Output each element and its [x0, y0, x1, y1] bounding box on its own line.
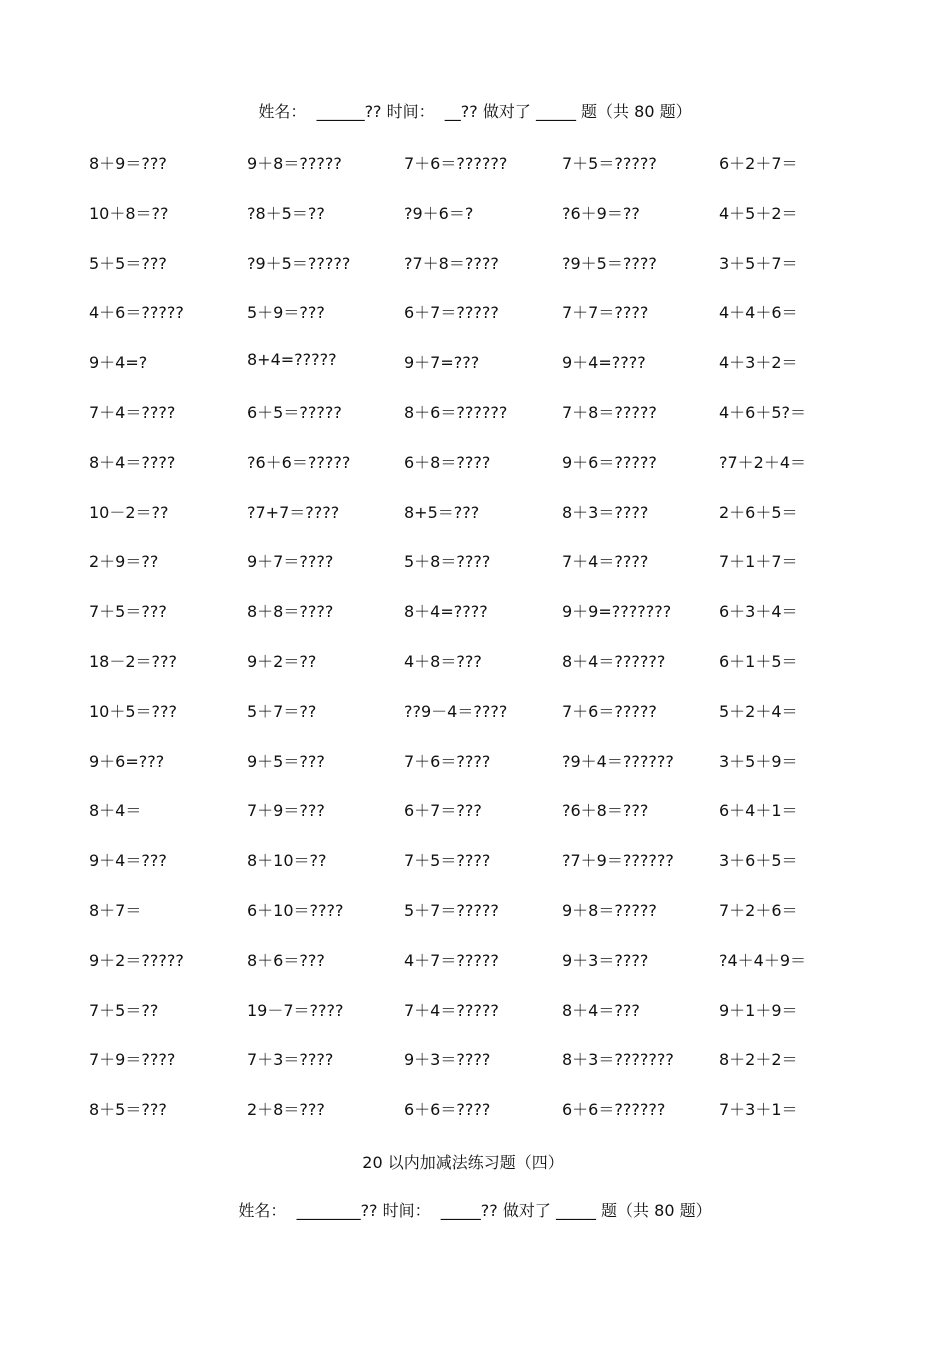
problem-item: 6＋5＝?????	[247, 403, 342, 422]
problem-item: 5＋2＋4＝	[719, 702, 798, 721]
problem-item: 6＋8＝????	[404, 453, 491, 472]
problem-item: ?7+7＝????	[247, 503, 340, 522]
problem-item: 7＋6＝?????	[562, 702, 657, 721]
problem-item: ?9＋6＝?	[404, 204, 474, 223]
worksheet-header-bottom: 姓名： ________?? 时间： _____?? 做对了 _____ 题（共 80 题）	[238, 1201, 712, 1220]
problem-item: 3＋5＋7＝	[719, 254, 798, 273]
problem-item: 4＋8＝???	[404, 652, 482, 671]
problem-item: 9＋6＝?????	[562, 453, 657, 472]
problem-item: 7＋7＝????	[562, 303, 649, 322]
problem-item: 8＋4＝	[89, 801, 142, 820]
problem-item: 8＋8＝????	[247, 602, 334, 621]
problem-item: 2＋8＝???	[247, 1100, 325, 1119]
problem-item: ?9＋4＝??????	[562, 752, 674, 771]
problem-item: 9＋7＝????	[247, 552, 334, 571]
problem-item: 4＋7＝?????	[404, 951, 499, 970]
problem-item: 4＋4＋6＝	[719, 303, 798, 322]
problem-item: 7＋6＝????	[404, 752, 491, 771]
problem-item: ?6＋9＝??	[562, 204, 640, 223]
problem-item: 8＋10＝??	[247, 851, 327, 870]
problem-item: 4＋6＋5?＝	[719, 403, 807, 422]
problem-item: 8＋7＝	[89, 901, 142, 920]
problem-item: 8+4=?????	[247, 350, 337, 369]
problem-item: 7＋1＋7＝	[719, 552, 798, 571]
problem-item: ?9＋5＝?????	[247, 254, 351, 273]
problem-item: 4＋5＋2＝	[719, 204, 798, 223]
problem-item: 7＋5＝????	[404, 851, 491, 870]
problem-item: 3＋6＋5＝	[719, 851, 798, 870]
problem-item: 9＋5＝???	[247, 752, 325, 771]
problem-item: 8＋4＝????	[89, 453, 176, 472]
problem-item: 10－2＝??	[89, 503, 169, 522]
problem-item: 9＋6=???	[89, 752, 165, 771]
problem-item: 9＋7=???	[404, 353, 480, 372]
problem-item: ?8＋5＝??	[247, 204, 325, 223]
problem-item: 7＋4＝?????	[404, 1001, 499, 1020]
problem-item: 7＋5＝???	[89, 602, 167, 621]
problem-item: 18－2＝???	[89, 652, 178, 671]
problem-item: 9＋4＝???	[89, 851, 167, 870]
problem-item: 8+5＝???	[404, 503, 480, 522]
problem-item: 5＋7＝??	[247, 702, 317, 721]
problem-item: 6＋7＝???	[404, 801, 482, 820]
problem-item: 8＋6＝??????	[404, 403, 508, 422]
problem-item: 9＋8＝?????	[562, 901, 657, 920]
problem-item: 8＋2＋2＝	[719, 1050, 798, 1069]
problem-item: 7＋4＝????	[89, 403, 176, 422]
problem-item: 5＋9＝???	[247, 303, 325, 322]
problem-item: 9＋1＋9＝	[719, 1001, 798, 1020]
problem-item: 7＋8＝?????	[562, 403, 657, 422]
problem-item: 8＋9＝???	[89, 154, 167, 173]
worksheet-header-top: 姓名： ______?? 时间： __?? 做对了 _____ 题（共 80 题）	[258, 102, 692, 121]
problem-item: 5＋5＝???	[89, 254, 167, 273]
problem-item: 9＋2＝?????	[89, 951, 184, 970]
problem-item: 6＋10＝????	[247, 901, 344, 920]
problem-item: 5＋8＝????	[404, 552, 491, 571]
problem-item: 9＋4=?	[89, 353, 148, 372]
problem-item: 7＋6＝??????	[404, 154, 508, 173]
problem-item: 7＋5＝??	[89, 1001, 159, 1020]
problem-item: 8＋5＝???	[89, 1100, 167, 1119]
problem-item: 9＋3＝????	[562, 951, 649, 970]
problem-item: 6＋6＝??????	[562, 1100, 666, 1119]
problem-item: 19－7＝????	[247, 1001, 344, 1020]
problem-item: ?9＋5＝????	[562, 254, 657, 273]
problem-item: 7＋5＝?????	[562, 154, 657, 173]
problem-item: 8＋3＝???????	[562, 1050, 674, 1069]
problem-item: 7＋3＋1＝	[719, 1100, 798, 1119]
problem-item: 6＋2＋7＝	[719, 154, 798, 173]
problem-item: ??9－4＝????	[404, 702, 508, 721]
problem-item: 8＋6＝???	[247, 951, 325, 970]
problem-item: 2＋9＝??	[89, 552, 159, 571]
problem-item: ?7＋9＝??????	[562, 851, 674, 870]
problem-item: 7＋4＝????	[562, 552, 649, 571]
problem-item: 10＋8＝??	[89, 204, 169, 223]
problem-item: 6＋6＝????	[404, 1100, 491, 1119]
problem-item: 9＋8＝?????	[247, 154, 342, 173]
problem-item: 6＋4＋1＝	[719, 801, 798, 820]
problem-item: 4＋3＋2＝	[719, 353, 798, 372]
problem-item: 3＋5＋9＝	[719, 752, 798, 771]
problem-item: 8＋4＝???	[562, 1001, 640, 1020]
problem-item: 8＋3＝????	[562, 503, 649, 522]
problem-item: 8＋4=????	[404, 602, 488, 621]
problem-item: 7＋2＋6＝	[719, 901, 798, 920]
problem-item: 9＋2＝??	[247, 652, 317, 671]
problem-item: ?7＋2＋4＝	[719, 453, 807, 472]
problem-item: ?4＋4＋9＝	[719, 951, 807, 970]
problem-item: 7＋9＝????	[89, 1050, 176, 1069]
problem-item: 7＋3＝????	[247, 1050, 334, 1069]
problem-item: ?6＋6＝?????	[247, 453, 351, 472]
problem-item: 2＋6＋5＝	[719, 503, 798, 522]
problem-item: 6＋7＝?????	[404, 303, 499, 322]
problem-item: 4＋6＝?????	[89, 303, 184, 322]
problem-item: ?7＋8＝????	[404, 254, 499, 273]
problem-item: 7＋9＝???	[247, 801, 325, 820]
problem-item: 8＋4＝??????	[562, 652, 666, 671]
problem-item: 9＋9=???????	[562, 602, 672, 621]
worksheet-section-title: 20 以内加减法练习题（四）	[362, 1153, 564, 1172]
problem-item: 10＋5＝???	[89, 702, 178, 721]
problem-item: 6＋1＋5＝	[719, 652, 798, 671]
problem-item: ?6＋8＝???	[562, 801, 649, 820]
problem-item: 9＋4=????	[562, 353, 646, 372]
problem-item: 9＋3＝????	[404, 1050, 491, 1069]
problem-item: 6＋3＋4＝	[719, 602, 798, 621]
problem-item: 5＋7＝?????	[404, 901, 499, 920]
